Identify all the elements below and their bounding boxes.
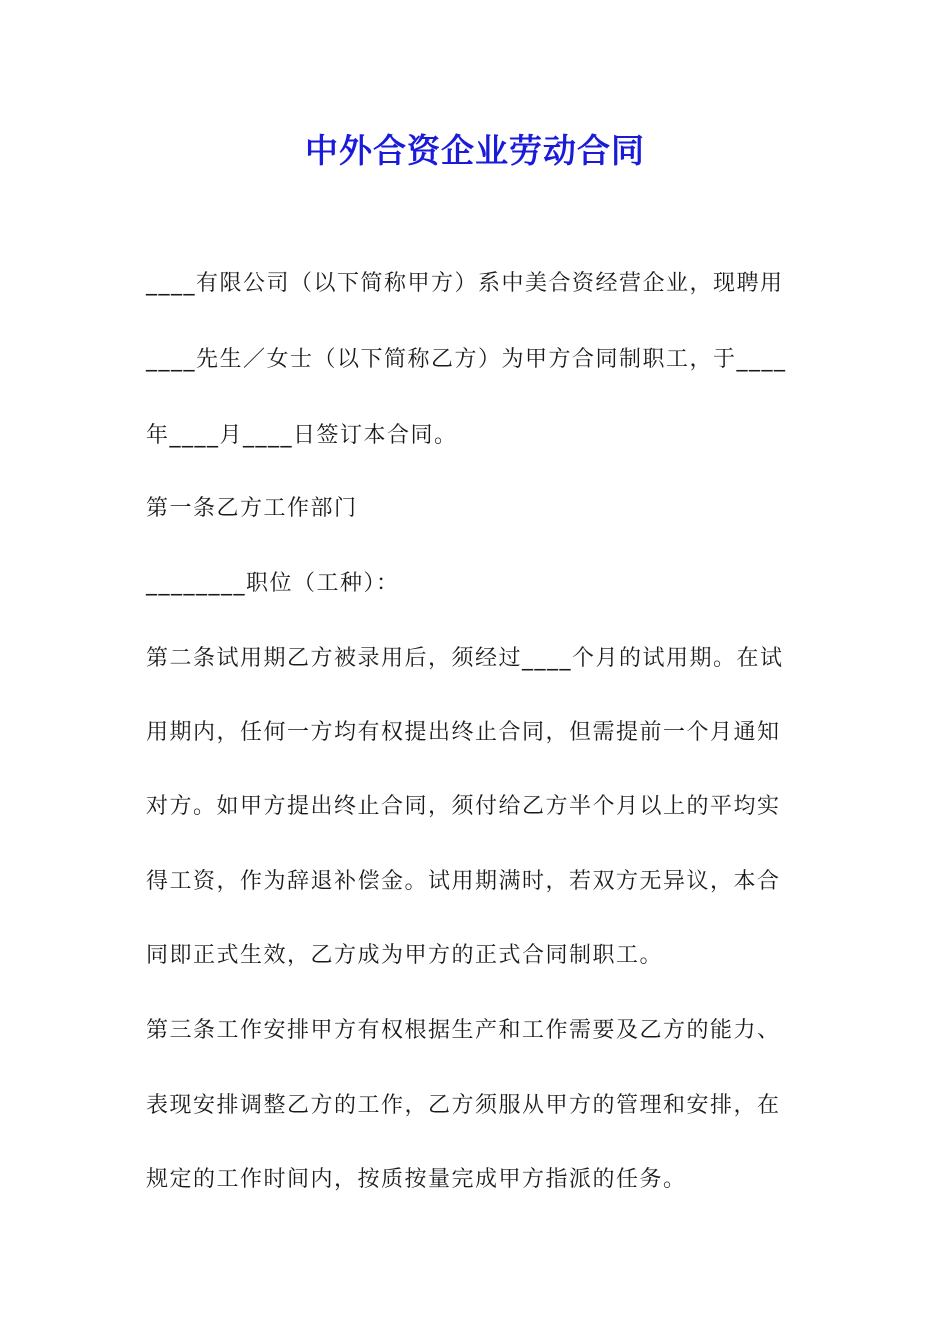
paragraph-line: 表现安排调整乙方的工作，乙方须服从甲方的管理和安排，在 — [146, 1093, 781, 1118]
paragraph-line: ____有限公司（以下简称甲方）系中美合资经营企业，现聘用 — [146, 271, 784, 296]
document-title: 中外合资企业劳动合同 — [305, 131, 645, 170]
paragraph-line: ____先生／女士（以下简称乙方）为甲方合同制职工，于____ — [146, 347, 787, 372]
paragraph-line: 规定的工作时间内，按质按量完成甲方指派的任务。 — [146, 1167, 687, 1192]
article-heading: 第三条工作安排甲方有权根据生产和工作需要及乙方的能力、 — [146, 1018, 781, 1043]
article-heading: 第二条试用期乙方被录用后，须经过____个月的试用期。在试 — [146, 646, 784, 671]
paragraph-line: 同即正式生效，乙方成为甲方的正式合同制职工。 — [146, 943, 664, 968]
paragraph-line: 年____月____日签订本合同。 — [146, 423, 458, 448]
paragraph-line: ________职位（工种）： — [146, 571, 400, 596]
paragraph-line: 得工资，作为辞退补偿金。试用期满时，若双方无异议，本合 — [146, 869, 781, 894]
paragraph-line: 用期内，任何一方均有权提出终止合同，但需提前一个月通知 — [146, 720, 781, 745]
paragraph-line: 对方。如甲方提出终止合同，须付给乙方半个月以上的平均实 — [146, 794, 781, 819]
article-heading: 第一条乙方工作部门 — [146, 496, 358, 521]
